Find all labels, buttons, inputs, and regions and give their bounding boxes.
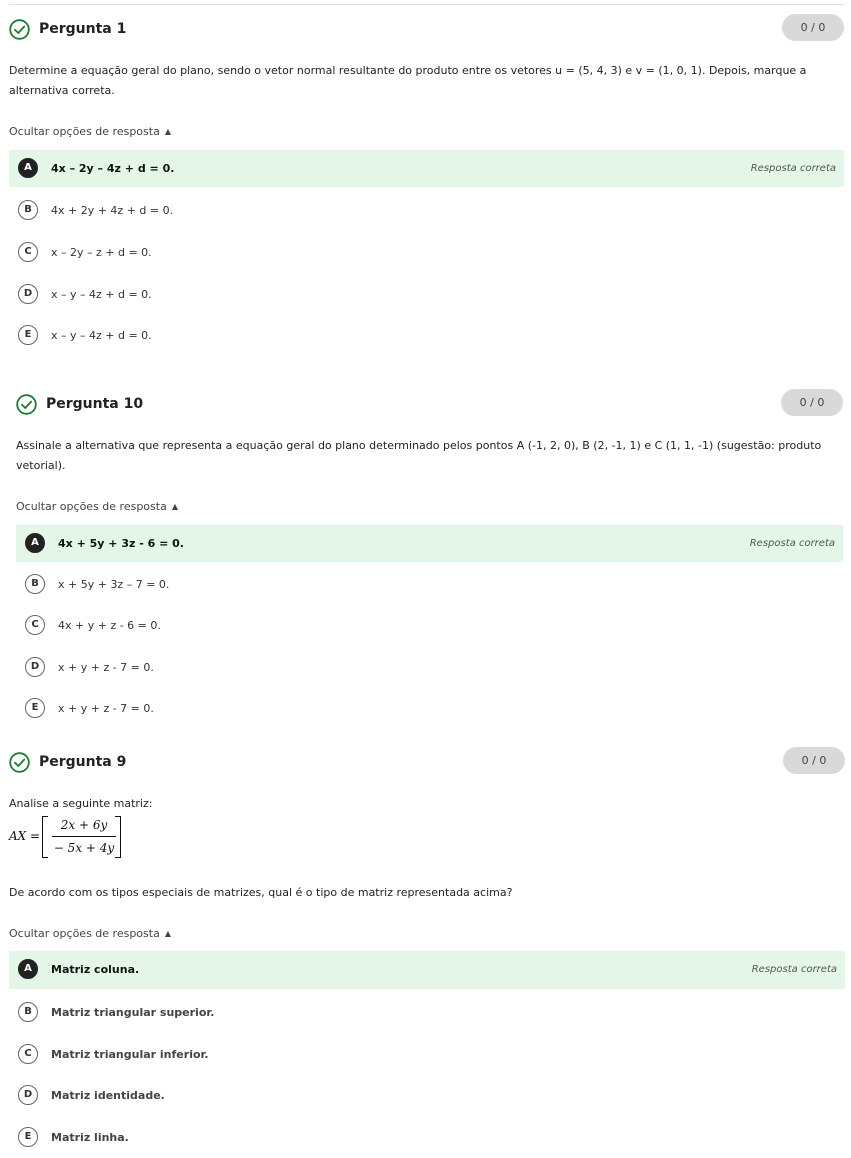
toggle-label: Ocultar opções de resposta: [16, 500, 167, 513]
correct-answer-label: Resposta correta: [749, 538, 835, 549]
option-letter: A: [18, 158, 38, 178]
chevron-up-icon: ▲: [164, 127, 171, 136]
option-text: 4x + y + z - 6 = 0.: [58, 619, 161, 632]
matrix-figure: [9, 816, 129, 861]
toggle-label: Ocultar opções de resposta: [9, 125, 160, 138]
hide-options-toggle[interactable]: [9, 124, 171, 140]
option-text: x + y + z - 7 = 0.: [58, 702, 154, 715]
matrix-right-bracket: [115, 816, 121, 858]
question-title: Pergunta 10: [46, 396, 144, 412]
option-e[interactable]: [16, 690, 843, 727]
check-circle-icon: [9, 19, 30, 40]
question-title: Pergunta 9: [39, 754, 127, 770]
score-badge: 0 / 0: [781, 389, 843, 416]
option-letter: E: [25, 698, 45, 718]
option-letter: D: [18, 284, 38, 304]
check-circle-icon: [16, 394, 37, 415]
question-header: [9, 752, 845, 780]
option-text: Matriz linha.: [51, 1131, 129, 1144]
option-letter: E: [18, 325, 38, 345]
top-divider: [9, 4, 844, 5]
question-text: Determine a equação geral do plano, sendo o vetor normal resultante do produto entre os vetores u = (5, 4, 3) e v = (1, 0, 1). Depois, marque a alternativa correta.: [9, 64, 807, 97]
option-text: 4x + 5y + 3z - 6 = 0.: [58, 537, 184, 550]
matrix-fraction-line: [52, 836, 116, 837]
option-text: x + y + z - 7 = 0.: [58, 661, 154, 674]
option-text: Matriz identidade.: [51, 1089, 165, 1102]
option-d[interactable]: [9, 276, 844, 313]
option-d[interactable]: [9, 1077, 845, 1114]
check-circle-icon: [9, 752, 30, 773]
option-letter: E: [18, 1127, 38, 1147]
matrix-left-bracket: [42, 816, 48, 858]
option-text: 4x + 2y + 4z + d = 0.: [51, 204, 174, 217]
question-intro: Analise a seguinte matriz:: [9, 797, 153, 810]
option-text: Matriz triangular inferior.: [51, 1048, 209, 1061]
option-letter: C: [18, 1044, 38, 1064]
option-letter: A: [18, 959, 38, 979]
option-e[interactable]: [9, 1119, 845, 1156]
option-a[interactable]: [16, 525, 843, 562]
question-title: Pergunta 1: [39, 21, 127, 37]
option-letter: C: [25, 615, 45, 635]
option-letter: D: [18, 1085, 38, 1105]
correct-answer-label: Resposta correta: [750, 163, 836, 174]
question-10: [16, 394, 843, 729]
option-text: x – 2y – z + d = 0.: [51, 246, 152, 259]
option-c[interactable]: [9, 234, 844, 271]
question-9: [9, 752, 845, 1156]
question-1: [9, 19, 844, 354]
option-text: Matriz coluna.: [51, 963, 140, 976]
question-header: [16, 394, 843, 422]
option-a[interactable]: [9, 951, 845, 989]
matrix-row-1: 2x + 6y: [60, 818, 108, 832]
option-text: x – y – 4z + d = 0.: [51, 288, 152, 301]
option-e[interactable]: [9, 317, 844, 354]
option-letter: C: [18, 242, 38, 262]
option-b[interactable]: [16, 566, 843, 603]
matrix-lhs: AX =: [9, 829, 41, 843]
chevron-up-icon: ▲: [164, 929, 171, 938]
option-b[interactable]: [9, 994, 845, 1031]
option-b[interactable]: [9, 192, 844, 229]
question-text: Assinale a alternativa que representa a equação geral do plano determinado pelos pontos A (-1, 2, 0), B (2, -1, 1) e C (1, 1, -1) (sugestão: produto vetorial).: [16, 439, 822, 472]
question-text: De acordo com os tipos especiais de matrizes, qual é o tipo de matriz representada acima?: [9, 886, 513, 899]
option-letter: B: [25, 574, 45, 594]
question-header: [9, 19, 844, 47]
option-letter: D: [25, 657, 45, 677]
hide-options-toggle[interactable]: [9, 926, 171, 942]
option-letter: B: [18, 1002, 38, 1022]
matrix-row-2: − 5x + 4y: [53, 841, 115, 855]
option-text: 4x – 2y – 4z + d = 0.: [51, 162, 175, 175]
option-c[interactable]: [16, 607, 843, 644]
chevron-up-icon: ▲: [171, 502, 178, 511]
score-badge: 0 / 0: [783, 747, 845, 774]
option-letter: B: [18, 200, 38, 220]
hide-options-toggle[interactable]: [16, 499, 178, 515]
correct-answer-label: Resposta correta: [751, 964, 837, 975]
score-badge: 0 / 0: [782, 14, 844, 41]
option-letter: A: [25, 533, 45, 553]
option-text: x – y – 4z + d = 0.: [51, 329, 152, 342]
option-text: Matriz triangular superior.: [51, 1006, 215, 1019]
option-c[interactable]: [9, 1036, 845, 1073]
option-d[interactable]: [16, 649, 843, 686]
option-a[interactable]: [9, 150, 844, 187]
toggle-label: Ocultar opções de resposta: [9, 927, 160, 940]
option-text: x + 5y + 3z – 7 = 0.: [58, 578, 170, 591]
